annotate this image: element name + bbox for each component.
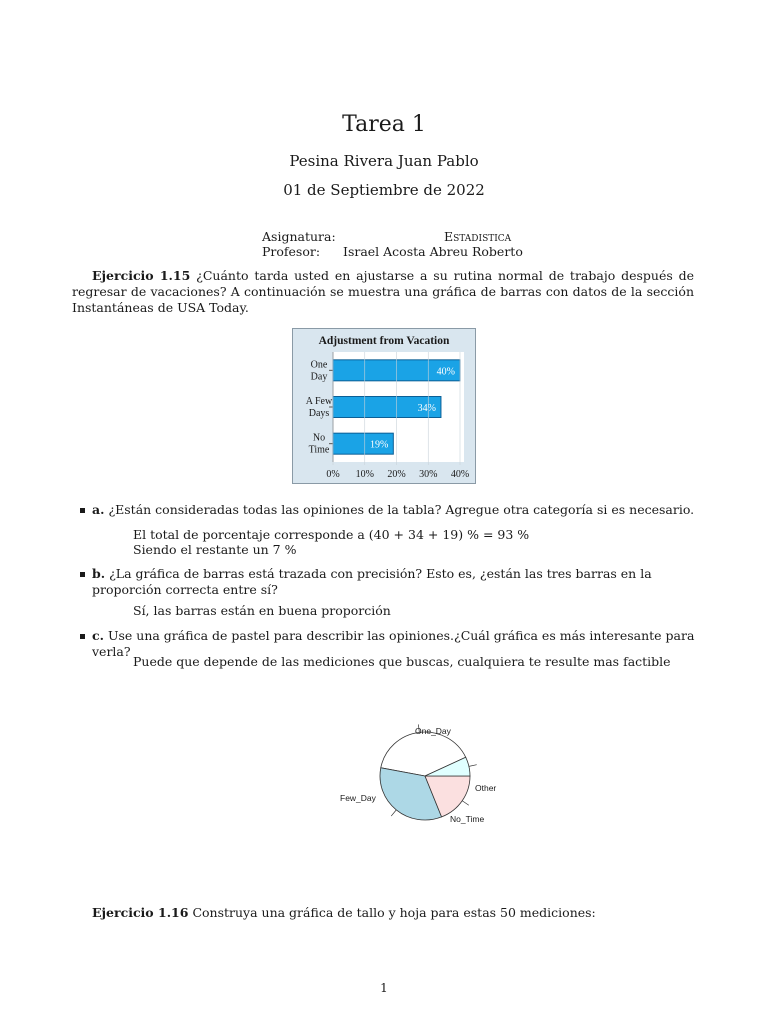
item-a-answer-2: Siendo el restante un 7 %: [133, 542, 297, 557]
pie-slice-label: One_Day: [415, 726, 451, 736]
bar-value-label: 40%: [436, 366, 455, 378]
exercise-116: [72, 905, 694, 921]
item-c-text: Use una gráfica de pastel para describir las opiniones.¿Cuál gráfica es más interesante para verla?: [92, 628, 695, 659]
date: 01 de Septiembre de 2022: [283, 181, 485, 199]
x-tick-label: 30%: [419, 469, 438, 480]
item-c-label: c.: [92, 628, 104, 643]
page-number: 1: [380, 981, 388, 995]
pie-leader-line: [391, 810, 396, 816]
item-a: [92, 502, 697, 518]
professor-label: Profesor:: [262, 244, 321, 259]
x-tick-label: 40%: [450, 469, 470, 480]
bullet-marker: [80, 572, 85, 577]
category-label: No: [312, 432, 326, 444]
author: Pesina Rivera Juan Pablo: [289, 152, 479, 170]
exercise-115-text: ¿Cuánto tarda usted en ajustarse a su rutina normal de trabajo después de regresar de vacaciones? A continuación se muestra una gráfica de barras con datos de la sección Instantáneas de USA Today.: [72, 268, 694, 315]
exercise-116-text: Construya una gráfica de tallo y hoja para estas 50 mediciones:: [192, 905, 596, 920]
subject-label: Asignatura:: [262, 229, 336, 244]
x-tick-label: 20%: [387, 469, 406, 480]
x-tick-label: 0%: [326, 469, 340, 480]
category-label: Day: [310, 371, 328, 383]
category-label: A Few: [305, 396, 333, 407]
professor-value: Israel Acosta Abreu Roberto: [343, 244, 523, 259]
pie-slice-label: Few_Day: [340, 793, 376, 803]
item-b-answer: Sí, las barras están en buena proporción: [133, 603, 391, 618]
item-c-answer: Puede que depende de las mediciones que buscas, cualquiera te resulte mas factible: [133, 654, 671, 669]
item-a-label: a.: [92, 502, 105, 517]
pie-slice-label: No_Time: [450, 814, 485, 824]
subject-value: Estadistica: [444, 229, 512, 244]
pie-leader-line: [462, 801, 469, 805]
bullet-marker: [80, 508, 85, 513]
bar-value-label: 34%: [417, 403, 436, 414]
exercise-115-heading: Ejercicio 1.15: [92, 268, 191, 283]
item-b-text: ¿La gráfica de barras está trazada con precisión? Esto es, ¿están las tres barras en la proporción correcta entre sí?: [92, 566, 652, 597]
exercise-115: [72, 268, 694, 316]
item-a-answer-1: El total de porcentaje corresponde a (40 + 34 + 19) % = 93 %: [133, 527, 530, 542]
pie-slice-label: Other: [475, 783, 497, 793]
item-b: [92, 566, 697, 598]
bar-chart-title: Adjustment from Vacation: [318, 335, 450, 347]
exercise-116-heading: Ejercicio 1.16: [92, 905, 189, 920]
x-tick-label: 10%: [355, 469, 374, 480]
category-label: Time: [308, 444, 330, 456]
item-a-text: ¿Están consideradas todas las opiniones de la tabla? Agregue otra categoría si es necesario.: [108, 502, 695, 517]
category-label: Days: [308, 408, 330, 419]
bullet-marker: [80, 634, 85, 639]
category-label: One: [310, 359, 328, 371]
item-b-label: b.: [92, 566, 106, 581]
bar-value-label: 19%: [369, 439, 389, 451]
bar-chart: [292, 328, 476, 484]
pie-leader-line: [469, 765, 477, 767]
pie-chart: [320, 715, 520, 835]
page-title: Tarea 1: [342, 112, 426, 137]
